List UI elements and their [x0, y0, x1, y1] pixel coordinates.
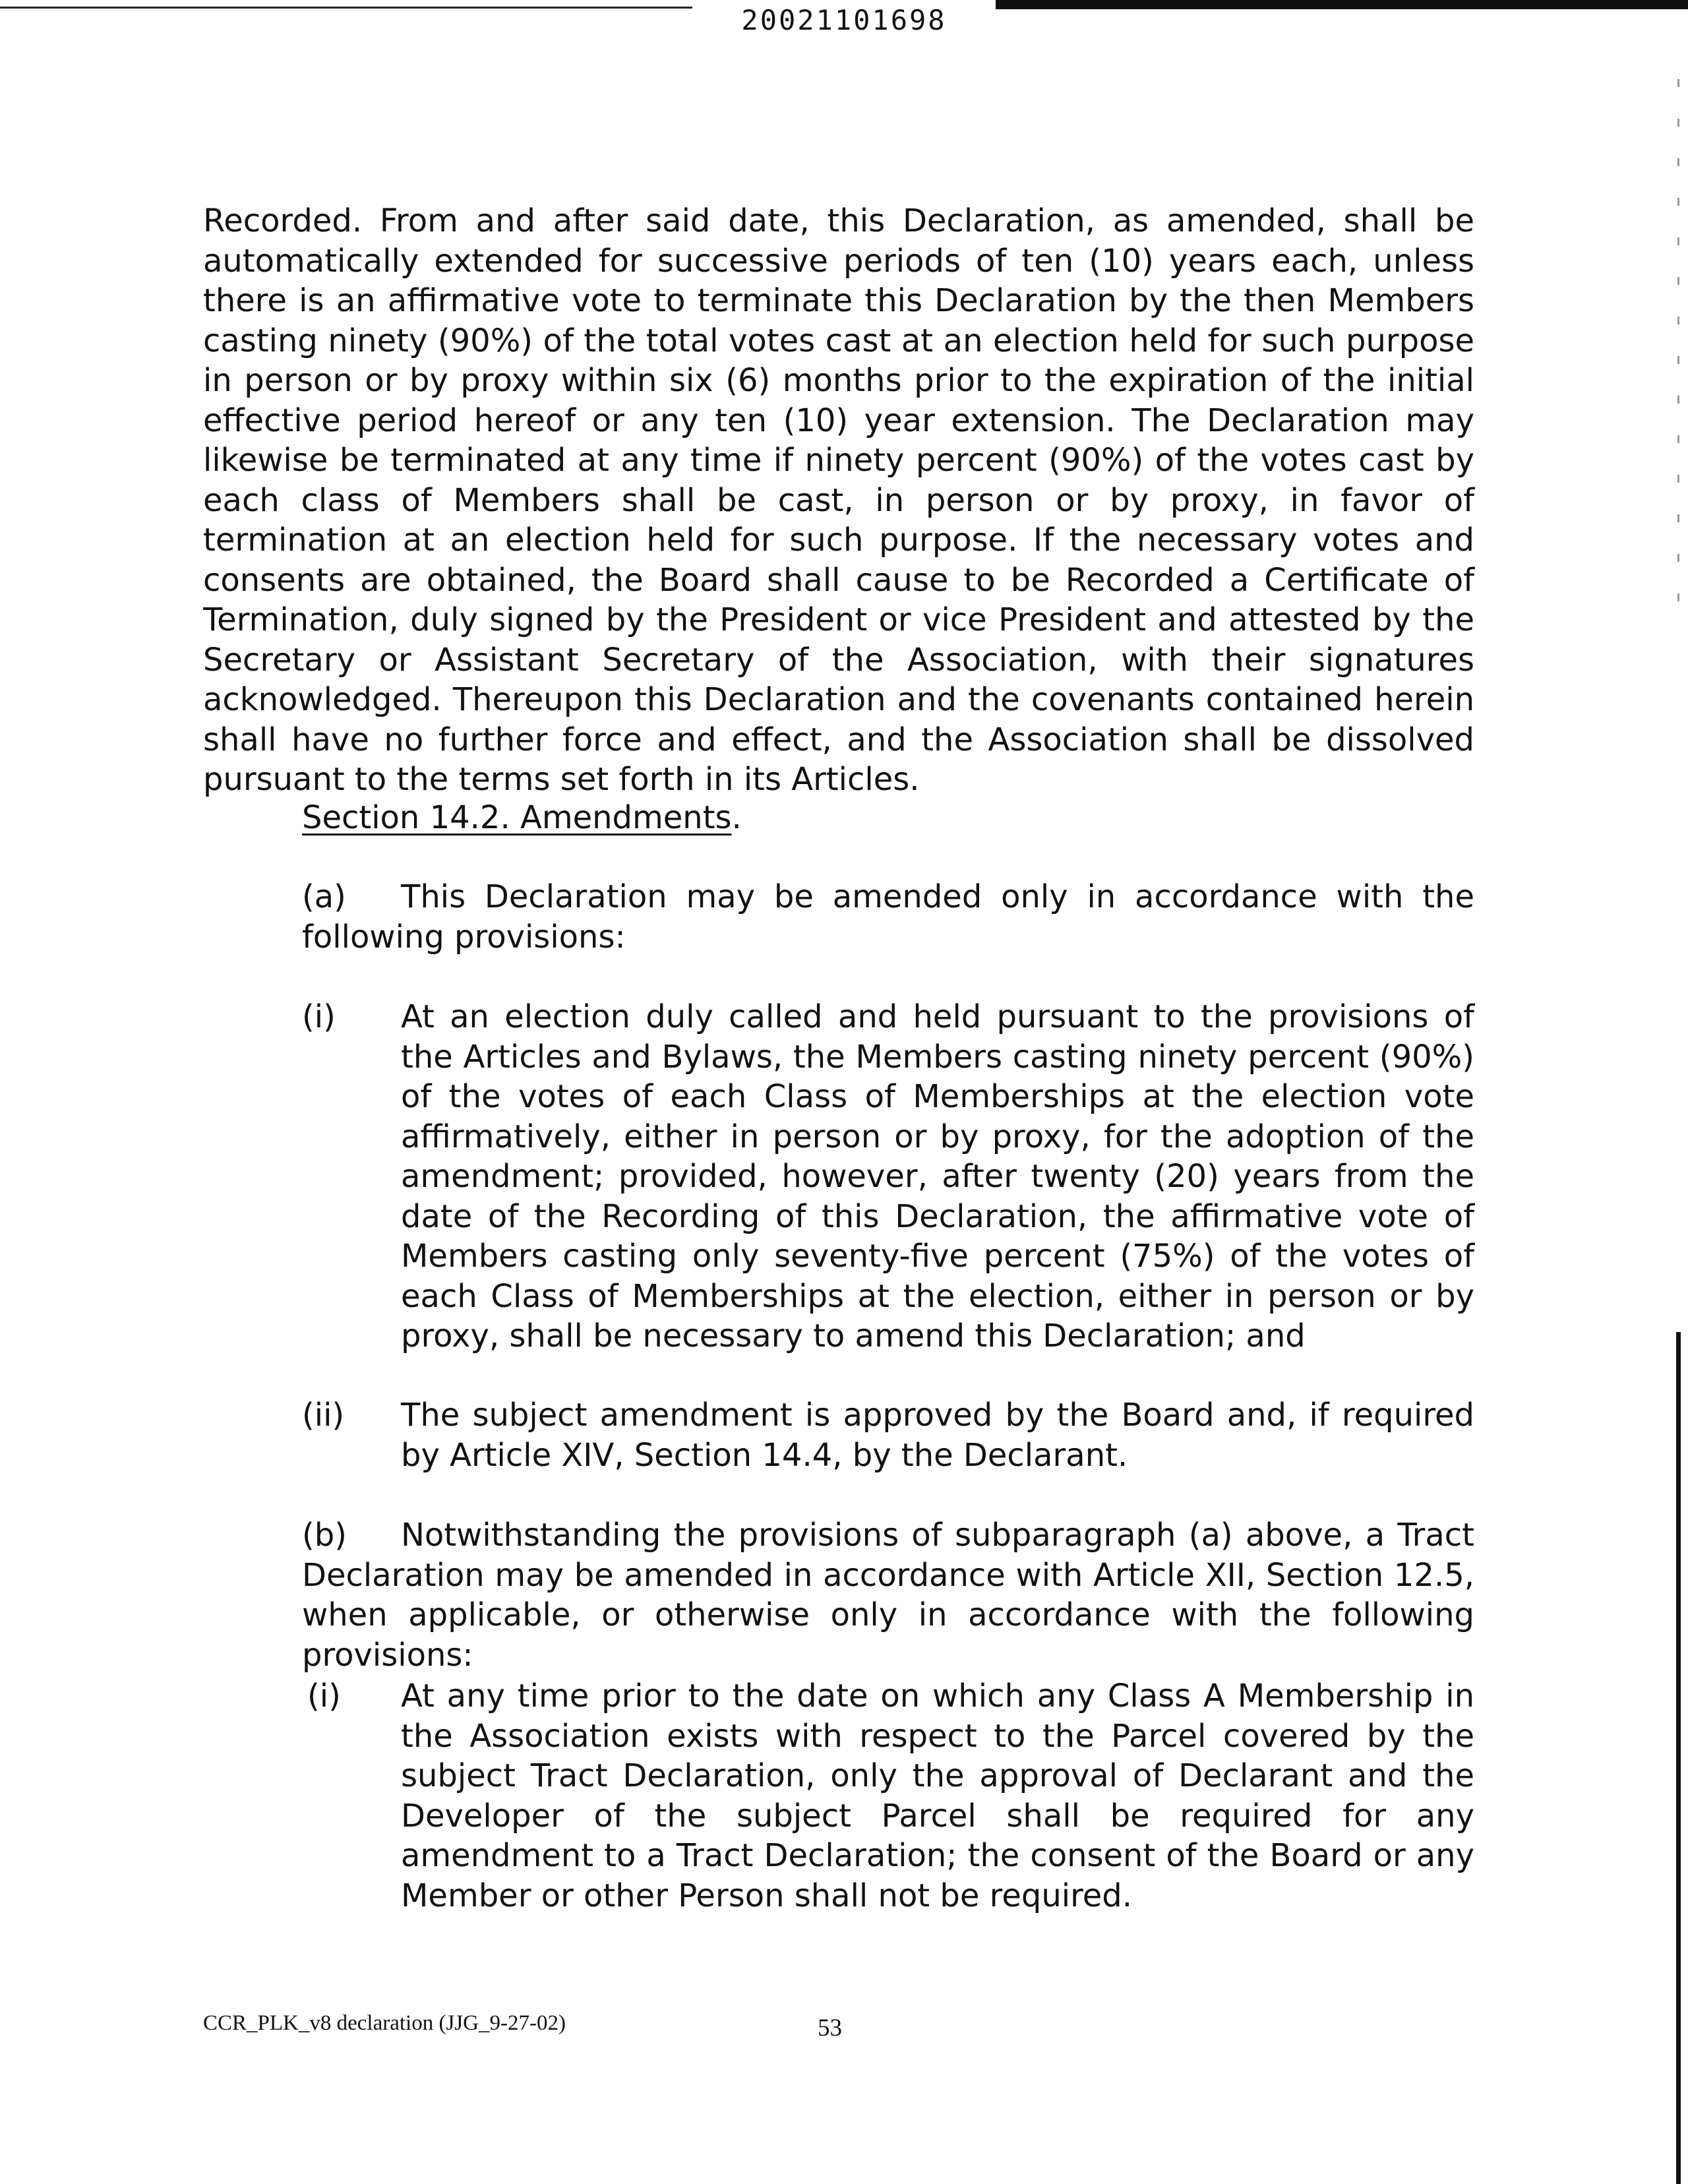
subsection-b-text: Notwithstanding the provisions of subparagraph (a) above, a Tract Declaration may be amended in accordance with Article XII, Section 12.5, when applicable, or otherwise only in accordance with the following provisions:	[302, 1517, 1474, 1674]
list-item-label: (ii)	[302, 1397, 345, 1434]
section-heading-trailing: .	[731, 799, 742, 836]
subsection-b	[302, 1515, 1474, 1675]
section-heading-title: Section 14.2. Amendments	[302, 799, 732, 836]
page-number: 53	[818, 2015, 842, 2042]
subsection-a-item-ii	[302, 1395, 1474, 1475]
scan-edge-marks	[1677, 79, 1679, 607]
subsection-a-text: This Declaration may be amended only in accordance with the following provisions:	[302, 878, 1474, 956]
section-heading	[302, 798, 742, 837]
subsection-a	[302, 877, 1474, 957]
subsection-a-label: (a)	[302, 878, 346, 915]
scan-edge-right	[1676, 1332, 1681, 2184]
subsection-b-item-i	[302, 1676, 1474, 1916]
list-item-text: The subject amendment is approved by the Board and, if required by Article XIV, Section 14.4, by the Declarant.	[401, 1397, 1474, 1474]
footer-file-reference: CCR_PLK_v8 declaration (JJG_9-27-02)	[203, 2011, 566, 2035]
list-item-label: (i)	[302, 998, 336, 1035]
list-item-label: (i)	[307, 1678, 341, 1714]
subsection-b-label: (b)	[302, 1517, 347, 1554]
list-item-text: At an election duly called and held pursuant to the provisions of the Articles and Bylaws, the Members casting ninety percent (90%) of the votes of each Class of Memberships at the election vote affirmatively, either in person or by proxy, for the adoption of the amendment; provided, however, after twenty (20) years from the date of the Recording of this Declaration, the affirmative vote of Members casting only seventy-five percent (75%) of the votes of each Class of Memberships at the election, either in person or by proxy, shall be necessary to amend this Declaration; and	[401, 998, 1474, 1354]
subsection-a-item-i	[302, 997, 1474, 1356]
list-item-text: At any time prior to the date on which any Class A Membership in the Association exists with respect to the Parcel covered by the subject Tract Declaration, only the approval of Declarant and the Developer of the subject Parcel shall be required for any amendment to a Tract Declaration; the consent of the Board or any Member or other Person shall not be required.	[401, 1678, 1474, 1914]
opening-paragraph: Recorded. From and after said date, this Declaration, as amended, shall be automatically extended for successive periods of ten (10) years each, unless there is an affirmative vote to terminate this Declaration by the then Members casting ninety (90%) of the total votes cast at an election held for such purpose in person or by proxy within six (6) months prior to the expiration of the initial effective period hereof or any ten (10) year extension. The Declaration may likewise be terminated at any time if ninety percent (90%) of the votes cast by each class of Members shall be cast, in person or by proxy, in favor of termination at an election held for such purpose. If the necessary votes and consents are obtained, the Board shall cause to be Recorded a Certificate of Termination, duly signed by the President or vice President and attested by the Secretary or Assistant Secretary of the Association, with their signatures acknowledged. Thereupon this Declaration and the covenants contained herein shall have no further force and effect, and the Association shall be dissolved pursuant to the terms set forth in its Articles.	[203, 202, 1474, 798]
document-number: 20021101698	[741, 4, 947, 36]
